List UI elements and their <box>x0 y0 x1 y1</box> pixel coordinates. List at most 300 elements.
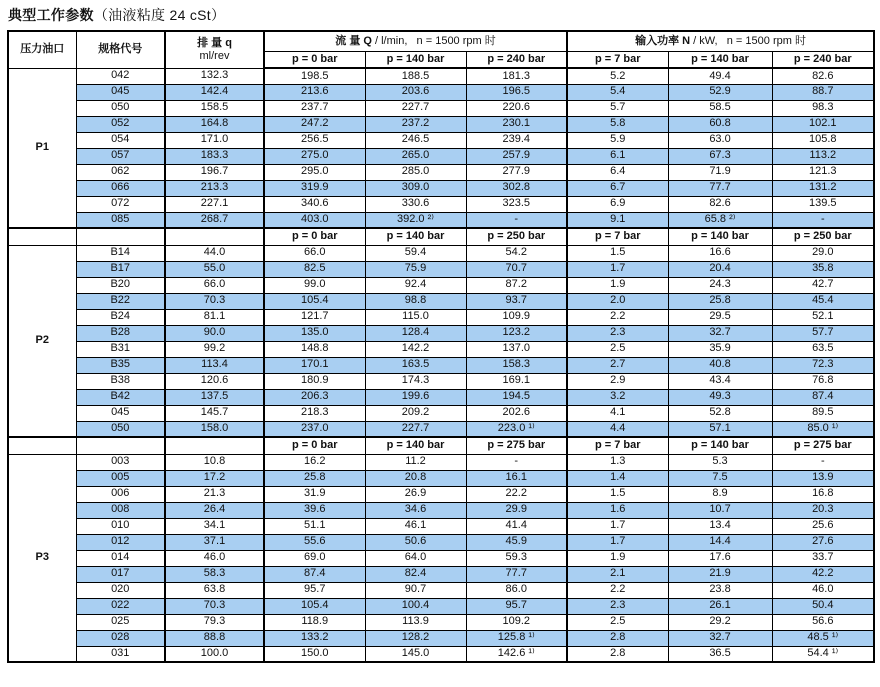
power-p1-cell: 2.8 <box>567 646 668 662</box>
flow-p1-cell: 133.2 <box>264 630 365 646</box>
displacement-cell: 227.1 <box>165 196 264 212</box>
power-p2-cell: 17.6 <box>668 550 772 566</box>
power-p2-cell: 71.9 <box>668 164 772 180</box>
power-p1-cell: 2.3 <box>567 598 668 614</box>
flow-p2-cell: 98.8 <box>365 293 466 309</box>
power-p1-cell: 1.4 <box>567 470 668 486</box>
title-main: 典型工作参数 <box>8 7 94 23</box>
displacement-cell: 21.3 <box>165 486 264 502</box>
flow-group-label: 流 量 Q <box>335 34 372 47</box>
power-group-unit: / kW, n = 1500 rpm 时 <box>690 34 806 47</box>
power-p1-cell: 4.4 <box>567 421 668 437</box>
power-p1-cell: 6.1 <box>567 148 668 164</box>
flow-p3-cell: 158.3 <box>466 357 567 373</box>
power-p1-cell: 1.5 <box>567 245 668 261</box>
displacement-cell: 90.0 <box>165 325 264 341</box>
power-p1-cell: 1.9 <box>567 550 668 566</box>
empty-cell <box>76 228 165 245</box>
power-p2-cell: 52.9 <box>668 84 772 100</box>
power-p2-cell: 36.5 <box>668 646 772 662</box>
table-row <box>8 277 874 293</box>
flow-p2-cell: 128.2 <box>365 630 466 646</box>
displacement-cell: 66.0 <box>165 277 264 293</box>
flow-p3-cell: 239.4 <box>466 132 567 148</box>
power-p2-cell: 14.4 <box>668 534 772 550</box>
power-p2-cell: 21.9 <box>668 566 772 582</box>
power-p1-cell: 2.1 <box>567 566 668 582</box>
table-row <box>8 261 874 277</box>
flow-p3-cell: 87.2 <box>466 277 567 293</box>
power-p3-cell: 54.4 ¹⁾ <box>772 646 874 662</box>
spec-code-cell: 045 <box>76 84 165 100</box>
power-p3-cell: 131.2 <box>772 180 874 196</box>
pressure-label: p = 140 bar <box>365 51 466 68</box>
table-row <box>8 550 874 566</box>
table-row <box>8 309 874 325</box>
power-p2-cell: 63.0 <box>668 132 772 148</box>
flow-p3-cell: - <box>466 212 567 228</box>
power-p2-cell: 5.3 <box>668 454 772 470</box>
flow-p1-cell: 206.3 <box>264 389 365 405</box>
displacement-cell: 46.0 <box>165 550 264 566</box>
flow-p3-cell: 86.0 <box>466 582 567 598</box>
flow-p3-cell: 16.1 <box>466 470 567 486</box>
flow-p3-cell: 323.5 <box>466 196 567 212</box>
flow-p3-cell: 302.8 <box>466 180 567 196</box>
power-p2-cell: 26.1 <box>668 598 772 614</box>
displacement-cell: 142.4 <box>165 84 264 100</box>
spec-code-cell: 062 <box>76 164 165 180</box>
displacement-cell: 17.2 <box>165 470 264 486</box>
spec-code-cell: 054 <box>76 132 165 148</box>
pressure-label: p = 140 bar <box>668 437 772 454</box>
flow-p3-cell: 196.5 <box>466 84 567 100</box>
power-p1-cell: 4.1 <box>567 405 668 421</box>
power-p2-cell: 7.5 <box>668 470 772 486</box>
spec-code-cell: B20 <box>76 277 165 293</box>
flow-p2-cell: 209.2 <box>365 405 466 421</box>
flow-p1-cell: 135.0 <box>264 325 365 341</box>
displacement-cell: 70.3 <box>165 293 264 309</box>
flow-p1-cell: 275.0 <box>264 148 365 164</box>
power-p2-cell: 23.8 <box>668 582 772 598</box>
displacement-cell: 44.0 <box>165 245 264 261</box>
table-row <box>8 646 874 662</box>
power-p1-cell: 2.0 <box>567 293 668 309</box>
pressure-label: p = 250 bar <box>772 228 874 245</box>
power-p3-cell: 139.5 <box>772 196 874 212</box>
flow-p1-cell: 213.6 <box>264 84 365 100</box>
power-p3-cell: 102.1 <box>772 116 874 132</box>
pressure-label: p = 0 bar <box>264 228 365 245</box>
displacement-cell: 99.2 <box>165 341 264 357</box>
flow-p2-cell: 188.5 <box>365 68 466 84</box>
power-p2-cell: 43.4 <box>668 373 772 389</box>
power-p1-cell: 1.7 <box>567 534 668 550</box>
pressure-label: p = 140 bar <box>365 437 466 454</box>
power-p2-cell: 25.8 <box>668 293 772 309</box>
displacement-cell: 37.1 <box>165 534 264 550</box>
power-p1-cell: 1.9 <box>567 277 668 293</box>
flow-p2-cell: 20.8 <box>365 470 466 486</box>
power-p3-cell: 82.6 <box>772 68 874 84</box>
flow-p2-cell: 26.9 <box>365 486 466 502</box>
spec-code-cell: 005 <box>76 470 165 486</box>
flow-p1-cell: 105.4 <box>264 598 365 614</box>
pressure-label: p = 275 bar <box>466 437 567 454</box>
displacement-cell: 55.0 <box>165 261 264 277</box>
power-p3-cell: 63.5 <box>772 341 874 357</box>
power-p3-cell: 113.2 <box>772 148 874 164</box>
table-row <box>8 341 874 357</box>
flow-p3-cell: 277.9 <box>466 164 567 180</box>
power-p3-cell: 35.8 <box>772 261 874 277</box>
flow-p3-cell: 223.0 ¹⁾ <box>466 421 567 437</box>
power-group-label: 输入功率 N <box>635 34 691 47</box>
spec-code-cell: 057 <box>76 148 165 164</box>
power-p3-cell: 45.4 <box>772 293 874 309</box>
pressure-label: p = 140 bar <box>365 228 466 245</box>
col-header-spec-code: 规格代号 <box>76 31 165 68</box>
power-p2-cell: 60.8 <box>668 116 772 132</box>
flow-p1-cell: 198.5 <box>264 68 365 84</box>
flow-p2-cell: 142.2 <box>365 341 466 357</box>
flow-p1-cell: 99.0 <box>264 277 365 293</box>
table-row <box>8 164 874 180</box>
power-p1-cell: 1.5 <box>567 486 668 502</box>
flow-p1-cell: 118.9 <box>264 614 365 630</box>
table-row <box>8 245 874 261</box>
flow-p1-cell: 87.4 <box>264 566 365 582</box>
power-p3-cell: 46.0 <box>772 582 874 598</box>
displacement-cell: 81.1 <box>165 309 264 325</box>
flow-p2-cell: 227.7 <box>365 100 466 116</box>
power-p3-cell: 87.4 <box>772 389 874 405</box>
power-p3-cell: 52.1 <box>772 309 874 325</box>
power-p2-cell: 29.2 <box>668 614 772 630</box>
power-p2-cell: 35.9 <box>668 341 772 357</box>
table-row <box>8 614 874 630</box>
flow-p3-cell: 194.5 <box>466 389 567 405</box>
displacement-cell: 100.0 <box>165 646 264 662</box>
power-p3-cell: 42.7 <box>772 277 874 293</box>
flow-p1-cell: 69.0 <box>264 550 365 566</box>
table-row <box>8 100 874 116</box>
spec-code-cell: 072 <box>76 196 165 212</box>
flow-group-unit: / l/min, n = 1500 rpm 时 <box>371 34 496 47</box>
power-p3-cell: 25.6 <box>772 518 874 534</box>
flow-p2-cell: 237.2 <box>365 116 466 132</box>
power-p1-cell: 1.7 <box>567 518 668 534</box>
table-row <box>8 68 874 84</box>
flow-p2-cell: 330.6 <box>365 196 466 212</box>
power-p1-cell: 6.9 <box>567 196 668 212</box>
spec-code-cell: B22 <box>76 293 165 309</box>
spec-code-cell: 085 <box>76 212 165 228</box>
flow-p3-cell: 169.1 <box>466 373 567 389</box>
flow-p3-cell: 45.9 <box>466 534 567 550</box>
power-p2-cell: 24.3 <box>668 277 772 293</box>
flow-p1-cell: 237.7 <box>264 100 365 116</box>
pressure-label: p = 140 bar <box>668 51 772 68</box>
flow-p2-cell: 128.4 <box>365 325 466 341</box>
spec-code-cell: B35 <box>76 357 165 373</box>
pressure-subheader-p2 <box>8 228 874 245</box>
table-row <box>8 148 874 164</box>
port-label-p3: P3 <box>8 454 76 662</box>
spec-code-cell: B28 <box>76 325 165 341</box>
spec-code-cell: 008 <box>76 502 165 518</box>
power-p3-cell: 105.8 <box>772 132 874 148</box>
power-p1-cell: 2.3 <box>567 325 668 341</box>
col-header-pressure-port: 压力油口 <box>8 31 76 68</box>
table-row <box>8 293 874 309</box>
power-p3-cell: - <box>772 454 874 470</box>
flow-p1-cell: 148.8 <box>264 341 365 357</box>
flow-p3-cell: 109.9 <box>466 309 567 325</box>
flow-p2-cell: 203.6 <box>365 84 466 100</box>
table-row <box>8 598 874 614</box>
power-p1-cell: 1.3 <box>567 454 668 470</box>
flow-p2-cell: 75.9 <box>365 261 466 277</box>
flow-p3-cell: 202.6 <box>466 405 567 421</box>
power-p2-cell: 20.4 <box>668 261 772 277</box>
table-row <box>8 421 874 437</box>
flow-p3-cell: 70.7 <box>466 261 567 277</box>
power-p2-cell: 82.6 <box>668 196 772 212</box>
empty-cell <box>8 228 76 245</box>
flow-p3-cell: - <box>466 454 567 470</box>
displacement-cell: 137.5 <box>165 389 264 405</box>
power-p1-cell: 1.6 <box>567 502 668 518</box>
flow-p3-cell: 137.0 <box>466 341 567 357</box>
empty-cell <box>165 228 264 245</box>
title-note: （油液粘度 24 cSt） <box>93 7 226 23</box>
displacement-cell: 63.8 <box>165 582 264 598</box>
power-p1-cell: 1.7 <box>567 261 668 277</box>
flow-p1-cell: 51.1 <box>264 518 365 534</box>
power-p3-cell: 88.7 <box>772 84 874 100</box>
power-p1-cell: 9.1 <box>567 212 668 228</box>
power-p3-cell: 121.3 <box>772 164 874 180</box>
flow-p1-cell: 218.3 <box>264 405 365 421</box>
power-p2-cell: 67.3 <box>668 148 772 164</box>
flow-p3-cell: 54.2 <box>466 245 567 261</box>
power-p3-cell: 98.3 <box>772 100 874 116</box>
power-p2-cell: 8.9 <box>668 486 772 502</box>
power-p3-cell: 48.5 ¹⁾ <box>772 630 874 646</box>
power-p3-cell: 42.2 <box>772 566 874 582</box>
flow-p1-cell: 150.0 <box>264 646 365 662</box>
spec-code-cell: B17 <box>76 261 165 277</box>
power-p2-cell: 13.4 <box>668 518 772 534</box>
flow-p3-cell: 109.2 <box>466 614 567 630</box>
pressure-label: p = 7 bar <box>567 51 668 68</box>
spec-code-cell: B42 <box>76 389 165 405</box>
table-row <box>8 486 874 502</box>
pressure-label: p = 7 bar <box>567 437 668 454</box>
flow-p2-cell: 34.6 <box>365 502 466 518</box>
flow-p1-cell: 66.0 <box>264 245 365 261</box>
flow-p2-cell: 115.0 <box>365 309 466 325</box>
flow-p2-cell: 59.4 <box>365 245 466 261</box>
flow-p2-cell: 145.0 <box>365 646 466 662</box>
pressure-label: p = 0 bar <box>264 437 365 454</box>
empty-cell <box>76 437 165 454</box>
flow-p2-cell: 265.0 <box>365 148 466 164</box>
power-p3-cell: 85.0 ¹⁾ <box>772 421 874 437</box>
displacement-label: 排 量 q <box>197 37 232 50</box>
displacement-cell: 268.7 <box>165 212 264 228</box>
flow-p3-cell: 59.3 <box>466 550 567 566</box>
flow-p1-cell: 39.6 <box>264 502 365 518</box>
port-label-p1: P1 <box>8 68 76 228</box>
flow-p2-cell: 64.0 <box>365 550 466 566</box>
flow-p2-cell: 113.9 <box>365 614 466 630</box>
power-p3-cell: 27.6 <box>772 534 874 550</box>
flow-p1-cell: 170.1 <box>264 357 365 373</box>
table-row <box>8 405 874 421</box>
flow-p3-cell: 142.6 ¹⁾ <box>466 646 567 662</box>
spec-code-cell: B31 <box>76 341 165 357</box>
flow-p3-cell: 22.2 <box>466 486 567 502</box>
power-p1-cell: 5.9 <box>567 132 668 148</box>
displacement-cell: 183.3 <box>165 148 264 164</box>
power-p1-cell: 2.7 <box>567 357 668 373</box>
flow-p1-cell: 256.5 <box>264 132 365 148</box>
power-p2-cell: 77.7 <box>668 180 772 196</box>
table-row <box>8 630 874 646</box>
col-group-flow <box>264 31 567 51</box>
power-p3-cell: 72.3 <box>772 357 874 373</box>
pressure-label: p = 140 bar <box>668 228 772 245</box>
flow-p2-cell: 309.0 <box>365 180 466 196</box>
power-p2-cell: 57.1 <box>668 421 772 437</box>
power-p1-cell: 2.5 <box>567 614 668 630</box>
power-p3-cell: 57.7 <box>772 325 874 341</box>
table-row <box>8 518 874 534</box>
spec-code-cell: 050 <box>76 421 165 437</box>
displacement-cell: 213.3 <box>165 180 264 196</box>
power-p1-cell: 5.2 <box>567 68 668 84</box>
flow-p1-cell: 295.0 <box>264 164 365 180</box>
flow-p1-cell: 247.2 <box>264 116 365 132</box>
table-row <box>8 84 874 100</box>
flow-p2-cell: 285.0 <box>365 164 466 180</box>
empty-cell <box>8 437 76 454</box>
power-p3-cell: 50.4 <box>772 598 874 614</box>
flow-p1-cell: 340.6 <box>264 196 365 212</box>
flow-p1-cell: 31.9 <box>264 486 365 502</box>
spec-code-cell: 052 <box>76 116 165 132</box>
power-p3-cell: 33.7 <box>772 550 874 566</box>
power-p2-cell: 49.4 <box>668 68 772 84</box>
displacement-cell: 113.4 <box>165 357 264 373</box>
flow-p1-cell: 16.2 <box>264 454 365 470</box>
spec-code-cell: 050 <box>76 100 165 116</box>
power-p2-cell: 52.8 <box>668 405 772 421</box>
power-p3-cell: 16.8 <box>772 486 874 502</box>
table-row <box>8 196 874 212</box>
flow-p1-cell: 319.9 <box>264 180 365 196</box>
displacement-cell: 145.7 <box>165 405 264 421</box>
displacement-cell: 10.8 <box>165 454 264 470</box>
flow-p2-cell: 163.5 <box>365 357 466 373</box>
flow-p3-cell: 93.7 <box>466 293 567 309</box>
power-p2-cell: 49.3 <box>668 389 772 405</box>
displacement-cell: 26.4 <box>165 502 264 518</box>
power-p3-cell: 89.5 <box>772 405 874 421</box>
flow-p2-cell: 174.3 <box>365 373 466 389</box>
displacement-cell: 196.7 <box>165 164 264 180</box>
pressure-label: p = 7 bar <box>567 228 668 245</box>
power-p2-cell: 16.6 <box>668 245 772 261</box>
displacement-cell: 120.6 <box>165 373 264 389</box>
spec-code-cell: B38 <box>76 373 165 389</box>
flow-p2-cell: 11.2 <box>365 454 466 470</box>
flow-p1-cell: 55.6 <box>264 534 365 550</box>
flow-p2-cell: 90.7 <box>365 582 466 598</box>
power-p1-cell: 6.4 <box>567 164 668 180</box>
flow-p2-cell: 246.5 <box>365 132 466 148</box>
spec-code-cell: 017 <box>76 566 165 582</box>
flow-p1-cell: 237.0 <box>264 421 365 437</box>
power-p1-cell: 6.7 <box>567 180 668 196</box>
spec-code-cell: 022 <box>76 598 165 614</box>
power-p1-cell: 5.8 <box>567 116 668 132</box>
flow-p3-cell: 123.2 <box>466 325 567 341</box>
table-header <box>8 31 874 68</box>
spec-code-cell: 012 <box>76 534 165 550</box>
spec-code-cell: B24 <box>76 309 165 325</box>
spec-code-cell: 042 <box>76 68 165 84</box>
displacement-cell: 79.3 <box>165 614 264 630</box>
flow-p3-cell: 29.9 <box>466 502 567 518</box>
power-p1-cell: 2.2 <box>567 582 668 598</box>
table-row <box>8 357 874 373</box>
table-row <box>8 325 874 341</box>
spec-code-cell: 010 <box>76 518 165 534</box>
table-row <box>8 389 874 405</box>
flow-p3-cell: 181.3 <box>466 68 567 84</box>
power-p2-cell: 32.7 <box>668 630 772 646</box>
power-p1-cell: 5.4 <box>567 84 668 100</box>
power-p2-cell: 65.8 ²⁾ <box>668 212 772 228</box>
spec-code-cell: B14 <box>76 245 165 261</box>
parameters-table <box>7 30 875 663</box>
flow-p2-cell: 199.6 <box>365 389 466 405</box>
spec-code-cell: 031 <box>76 646 165 662</box>
table-row <box>8 180 874 196</box>
flow-p2-cell: 100.4 <box>365 598 466 614</box>
flow-p2-cell: 46.1 <box>365 518 466 534</box>
pressure-label: p = 240 bar <box>772 51 874 68</box>
power-p2-cell: 32.7 <box>668 325 772 341</box>
pressure-label: p = 240 bar <box>466 51 567 68</box>
spec-code-cell: 045 <box>76 405 165 421</box>
flow-p2-cell: 92.4 <box>365 277 466 293</box>
port-label-p2: P2 <box>8 245 76 437</box>
flow-p1-cell: 121.7 <box>264 309 365 325</box>
flow-p3-cell: 125.8 ¹⁾ <box>466 630 567 646</box>
table-row <box>8 212 874 228</box>
flow-p3-cell: 257.9 <box>466 148 567 164</box>
table-row <box>8 454 874 470</box>
flow-p2-cell: 50.6 <box>365 534 466 550</box>
power-p3-cell: 56.6 <box>772 614 874 630</box>
flow-p3-cell: 77.7 <box>466 566 567 582</box>
power-p2-cell: 10.7 <box>668 502 772 518</box>
